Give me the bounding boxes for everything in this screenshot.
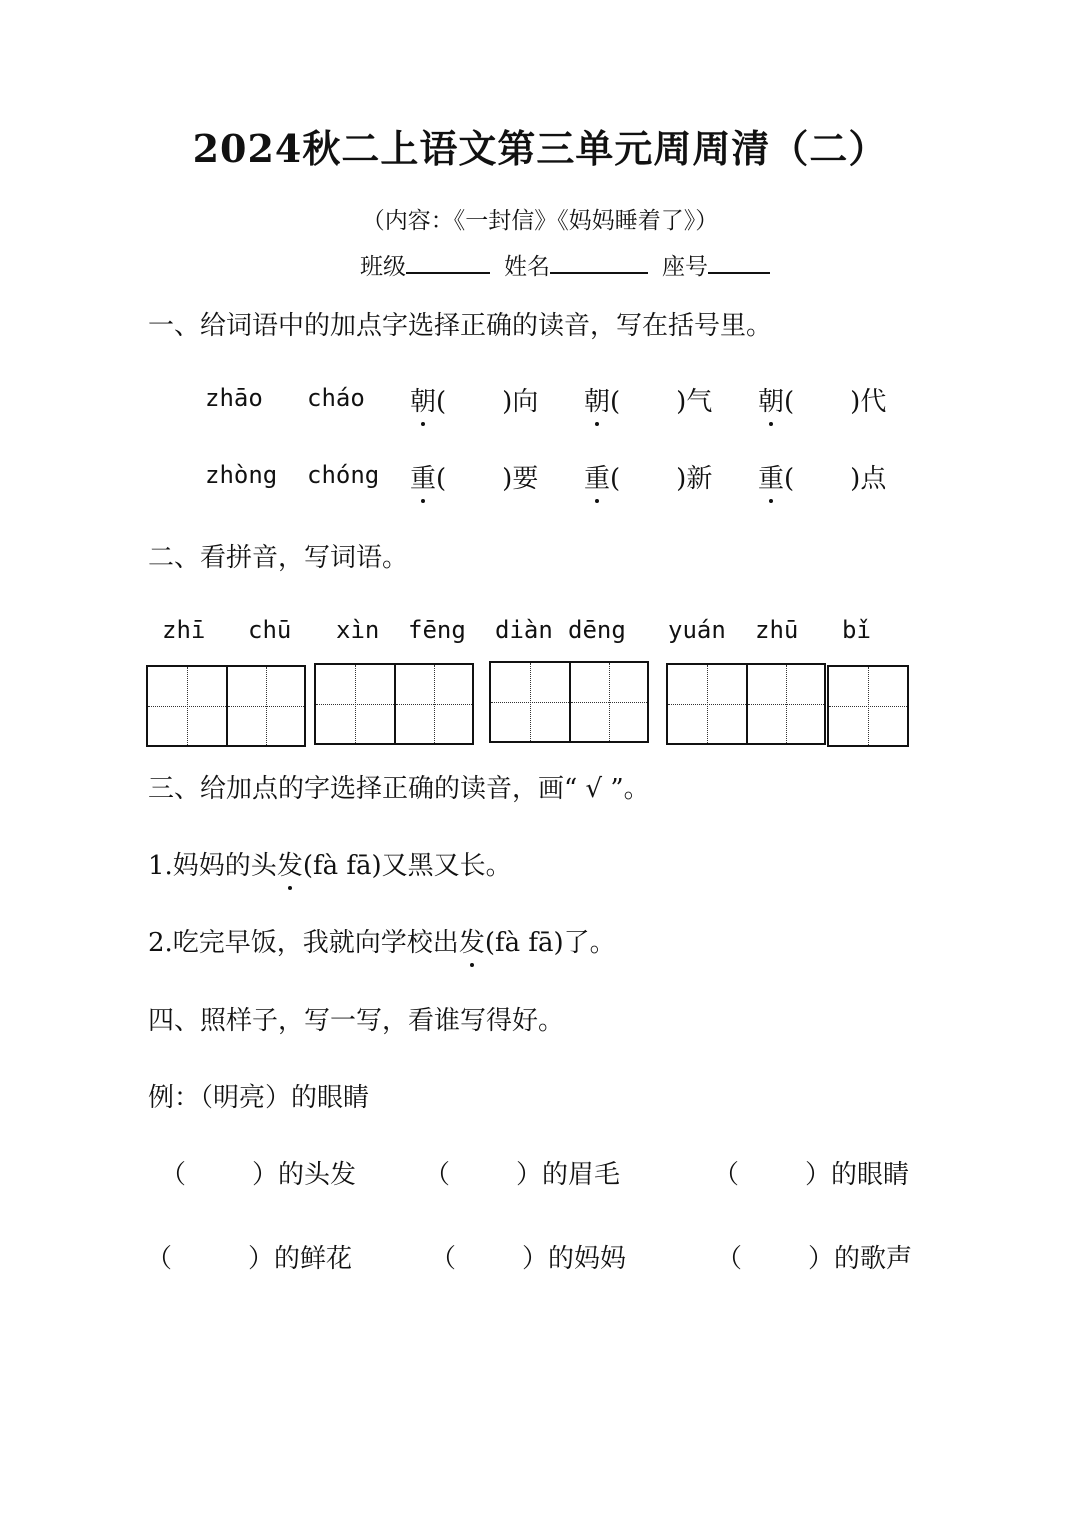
q4-item: （ ）的眉毛 bbox=[424, 1160, 621, 1190]
q2-pinyin: fēng bbox=[408, 616, 466, 644]
class-blank[interactable] bbox=[406, 250, 490, 274]
page-title: 2024秋二上语文第三单元周周清（二） bbox=[192, 126, 888, 171]
q1-word-3: 朝( )代 bbox=[758, 381, 886, 418]
q4-example: 例：（明亮）的眼睛 bbox=[148, 1083, 370, 1113]
q1-word-1: 朝( )向 bbox=[410, 381, 538, 418]
q1-word-5: 重( )新 bbox=[584, 458, 712, 495]
q1-pinyin-c: zhòng bbox=[205, 461, 278, 489]
student-info-fields bbox=[360, 248, 784, 281]
q2-pinyin: chū bbox=[248, 616, 292, 644]
q2-pinyin: xìn bbox=[336, 616, 380, 644]
q2-pinyin: diàn bbox=[495, 616, 553, 644]
q3-heading: 三、给加点的字选择正确的读音，画“ √ ”。 bbox=[148, 774, 650, 804]
tianzige-cell[interactable] bbox=[148, 667, 226, 745]
q2-pinyin: yuán bbox=[668, 616, 726, 644]
tianzige-cell[interactable] bbox=[316, 665, 394, 743]
class-label: 班级 bbox=[360, 254, 406, 280]
q2-pinyin: zhū bbox=[755, 616, 799, 644]
q4-item: （ ）的妈妈 bbox=[430, 1244, 627, 1274]
q1-pinyin-a: zhāo bbox=[205, 384, 263, 412]
q2-pinyin: bǐ bbox=[842, 616, 871, 644]
seat-blank[interactable] bbox=[708, 250, 770, 274]
q1-pinyin-b: cháo bbox=[307, 384, 365, 412]
tianzige-cell[interactable] bbox=[668, 665, 746, 743]
writing-grid-4[interactable] bbox=[666, 663, 826, 745]
q4-item: （ ）的歌声 bbox=[716, 1244, 913, 1274]
tianzige-cell[interactable] bbox=[491, 663, 569, 741]
q2-pinyin: dēng bbox=[568, 616, 626, 644]
q4-item: （ ）的眼睛 bbox=[713, 1160, 910, 1190]
q1-heading: 一、给词语中的加点字选择正确的读音，写在括号里。 bbox=[148, 311, 773, 341]
writing-grid-3[interactable] bbox=[489, 661, 649, 743]
tianzige-cell[interactable] bbox=[569, 663, 647, 741]
name-label: 姓名 bbox=[504, 254, 550, 280]
q1-pinyin-d: chóng bbox=[307, 461, 380, 489]
q4-heading: 四、照样子，写一写，看谁写得好。 bbox=[148, 1006, 565, 1036]
q4-item: （ ）的头发 bbox=[160, 1160, 357, 1190]
q1-word-4: 重( )要 bbox=[410, 458, 538, 495]
tianzige-cell[interactable] bbox=[746, 665, 824, 743]
q2-heading: 二、看拼音，写词语。 bbox=[148, 543, 409, 573]
q3-sentence-2: 2.吃完早饭，我就向学校出发(fà fā)了。 bbox=[148, 922, 616, 959]
writing-grid-1[interactable] bbox=[146, 665, 306, 747]
q3-sentence-1: 1.妈妈的头发(fà fā)又黑又长。 bbox=[148, 845, 512, 882]
q2-pinyin: zhī bbox=[162, 616, 206, 644]
q4-item: （ ）的鲜花 bbox=[146, 1244, 353, 1274]
seat-label: 座号 bbox=[662, 254, 708, 280]
tianzige-cell[interactable] bbox=[829, 667, 907, 745]
tianzige-cell[interactable] bbox=[226, 667, 304, 745]
writing-grid-2[interactable] bbox=[314, 663, 474, 745]
tianzige-cell[interactable] bbox=[394, 665, 472, 743]
q1-word-6: 重( )点 bbox=[758, 458, 886, 495]
subtitle: （内容：《一封信》《妈妈睡着了》） bbox=[361, 208, 719, 234]
name-blank[interactable] bbox=[550, 250, 648, 274]
q1-word-2: 朝( )气 bbox=[584, 381, 712, 418]
writing-grid-5[interactable] bbox=[827, 665, 909, 747]
